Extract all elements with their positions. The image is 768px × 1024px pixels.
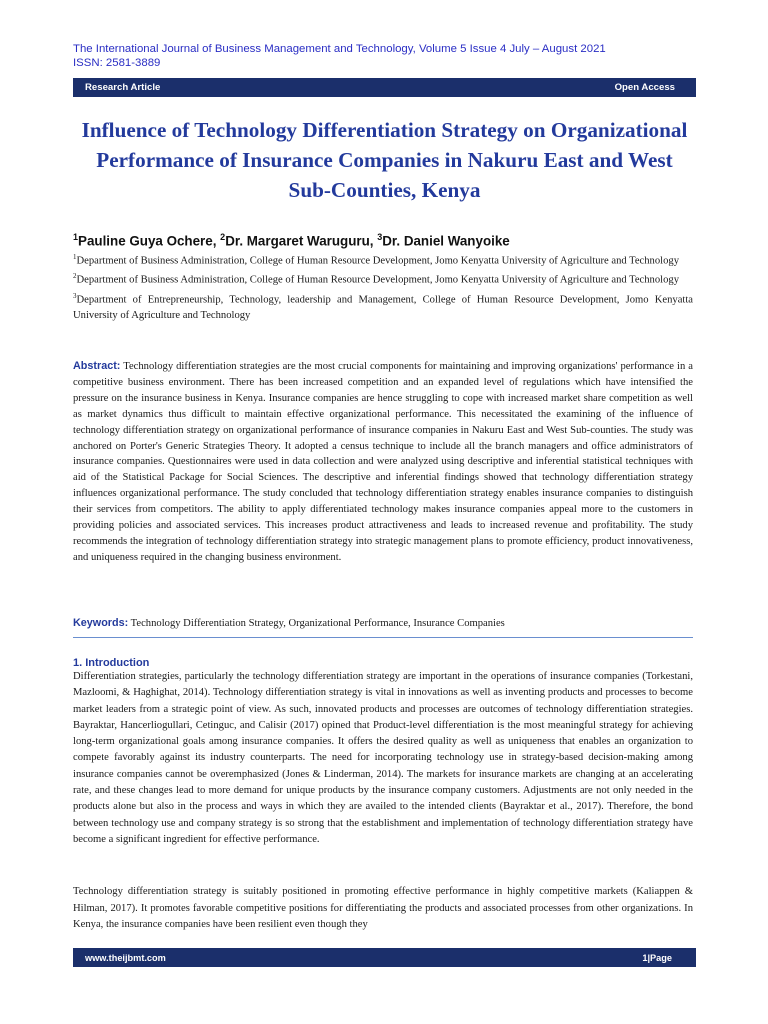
journal-header (73, 42, 606, 70)
affiliation-item (73, 289, 693, 324)
journal-citation: The International Journal of Business Management and Technology, Volume 5 Issue 4 July – August 2021 (73, 43, 606, 55)
affiliations (73, 250, 693, 324)
affiliation-number: 2 (73, 272, 77, 281)
journal-website-link[interactable]: www.theijbmt.com (85, 952, 166, 963)
author-name: Dr. Margaret Waruguru, (225, 233, 378, 249)
section-heading-introduction: 1. Introduction (73, 657, 150, 669)
author-name: Pauline Guya Ochere, (78, 233, 221, 249)
author-number: 3 (377, 232, 383, 242)
affiliation-item (73, 269, 693, 288)
article-type-label: Research Article (85, 82, 161, 93)
keywords (73, 617, 693, 629)
paper-title: Influence of Technology Differentiation Strategy on Organizational Performance of Insurance Companies in Nakuru East and West Sub-Counties, Kenya (81, 118, 688, 202)
affiliation-number: 3 (73, 291, 77, 300)
author-number: 1 (73, 232, 79, 242)
body-paragraph: Differentiation strategies, particularly the technology differentiation strategy are important in the operations of insurance companies (Torkestani, Mazloomi, & Haghighat, 2014). Technology differentiation strategy is vital in innovations as well as inventing products and processes to become market leaders from a strategic point of view. As such, innovated products and processes are outcomes of technology differentiation strategies. Bayraktar, Hancerliogullari, Cetinguc, and Calisir (2017) opined that Product-level differentiation is the most meaningful strategy for achieving long-term organizational goals among insurance companies. It offers the desired quality as well as uniqueness that enables an organization to compete favorably against its industry counterparts. The need for incorporating technology use in strategy-based decision-making among insurance companies cannot be overemphasized (Jones & Linderman, 2014). The markets for insurance markets are changing at an accelerating rate, and these changes lead to more demand for unique products by the insurance company customers. Adjustments are not only needed in the products alone but also in the process and ways in which they are availed to the intended clients (Bayraktar et al., 2017). Therefore, the bond between technology use and company strategy is so strong that the establishment and implementation of technology differentiation strategy have become a significant ingredient for effective performance. (73, 671, 693, 845)
affiliation-item (73, 250, 693, 269)
open-access-label: Open Access (614, 82, 675, 93)
abstract (73, 359, 693, 566)
page-number: 1|Page (642, 952, 672, 963)
abstract-text: Technology differentiation strategies are the most crucial components for maintaining and improving organizations' performance in a competitive business environment. There has been increased competition and an expanded level of regulations which have intensified the pressure on the insurance business in Kenya. Insurance companies are hence struggling to cope with increased market share competition as well as market dynamics thus difficult to maintain effective organizational performance. This necessitated the examining of the influence of technology differentiation strategy on organizational performance of insurance companies in Nakuru East and West Sub-counties. The study was anchored on Porter's Generic Strategies Theory. It adopted a census technique to include all the branch managers and office administrators of insurance companies. Questionnaires were used in data collection and were analyzed using descriptive and inferential statistical techniques with aid of the Statistical Package for Social Sciences. The descriptive and inferential findings showed that technology differentiation strategy influences organizational performance. The study concluded that technology differentiation strategy enables insurance companies to distinguish their services from competitors. The ability to apply differentiated technology makes insurance companies appeal more to the customers in providing policies and associated services. This increases product attractiveness and leads to increased revenue and profitability. The study recommends the integration of technology differentiation strategy into strategic management plans to promote efficiency, product innovativeness, and uniqueness required in the changing business environment. (73, 361, 693, 563)
affiliation-text: Department of Business Administration, College of Human Resource Development, Jomo Kenyatta University of Agriculture and Technology (76, 274, 679, 286)
affiliation-text: Department of Business Administration, College of Human Resource Development, Jomo Kenyatta University of Agriculture and Technology (76, 255, 679, 267)
author-name: Dr. Daniel Wanyoike (382, 233, 510, 249)
author-list (73, 232, 696, 248)
journal-issn: ISSN: 2581-3889 (73, 57, 161, 69)
article-type-banner (73, 78, 696, 97)
body-paragraph: Technology differentiation strategy is suitably positioned in promoting effective performance in highly competitive markets (Kaliappen & Hilman, 2017). It promotes favorable competitive positions for differentiating the products and associated processes from other organizations. In Kenya, the insurance companies have been resilient even though they (73, 886, 693, 931)
author-number: 2 (220, 232, 226, 242)
keywords-text: Technology Differentiation Strategy, Organizational Performance, Insurance Companies (130, 618, 505, 629)
keywords-label: Keywords: (73, 617, 129, 629)
affiliation-number: 1 (73, 253, 77, 261)
affiliation-text: Department of Entrepreneurship, Technology, leadership and Management, College of Human Resource Development, Jomo Kenyatta University of Agriculture and Technology (73, 294, 693, 321)
page-footer (73, 948, 696, 967)
abstract-label: Abstract: (73, 360, 121, 372)
section-divider (73, 637, 693, 638)
